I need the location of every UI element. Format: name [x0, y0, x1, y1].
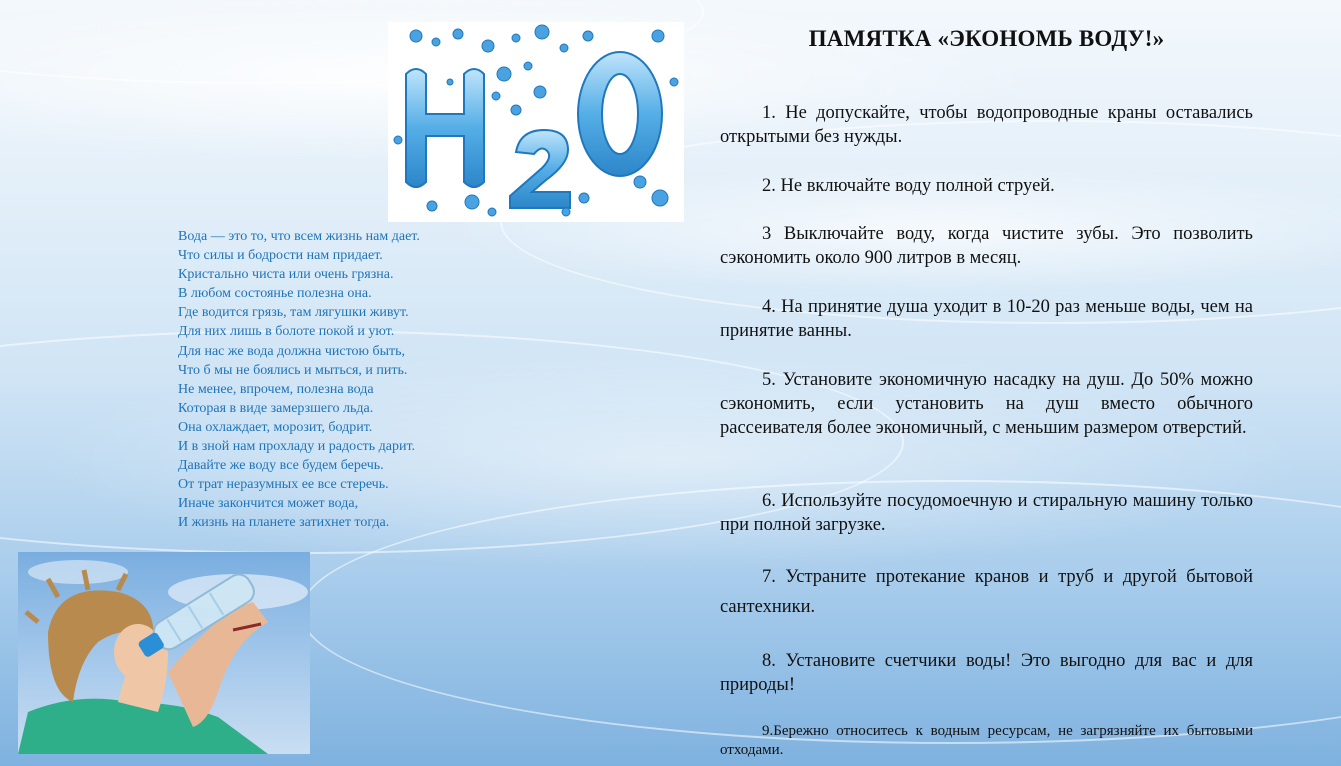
poem-line: Вода — это то, что всем жизнь нам дает.	[178, 229, 420, 244]
poem-line: Что б мы не боялись и мыться, и пить.	[178, 362, 408, 378]
tip-item: 6. Используйте посудомоечную и стиральную машину только при полной загрузке.	[720, 491, 1253, 535]
boy-drinking-water-photo-icon	[18, 552, 310, 754]
poem-line: Она охлаждает, морозит, бодрит.	[178, 419, 373, 435]
poem-line: И в зной нам прохладу и радость дарит.	[178, 439, 416, 455]
poem-line: Давайте же воду все будем беречь.	[178, 458, 384, 474]
poem-line: Что силы и бодрости нам придает.	[178, 248, 383, 264]
tip-item: 9.Бережно относитесь к водным ресурсам, не загрязняйте их бытовыми отходами.	[720, 723, 1253, 758]
poem-line: Для них лишь в болоте покой и уют.	[178, 324, 395, 340]
poem-line: И жизнь на планете затихнет тогда.	[178, 515, 390, 531]
poem-line: Иначе закончится может вода,	[178, 496, 359, 512]
poem-line: От трат неразумных ее все стеречь.	[178, 477, 389, 493]
tip-item: 5. Установите экономичную насадку на душ. До 50% можно сэкономить, если установить на душ вместо обычного рассеивателя более экономичный, с меньшим размером отверстий.	[720, 370, 1253, 438]
tip-item: 4. На принятие душа уходит в 10-20 раз меньше воды, чем на принятие ванны.	[720, 297, 1253, 341]
tip-item: 7. Устраните протекание кранов и труб и другой бытовой сантехники.	[720, 567, 1253, 617]
poem-line: Не менее, впрочем, полезна вода	[178, 381, 374, 397]
water-h2o-logo-icon	[388, 22, 684, 222]
boy-drinking-photo	[18, 552, 310, 754]
tip-item: 8. Установите счетчики воды! Это выгодно для вас и для природы!	[720, 651, 1253, 695]
h2o-logo-image	[388, 22, 684, 222]
poem-line: Кристально чиста или очень грязна.	[178, 267, 394, 283]
tip-item: 1. Не допускайте, чтобы водопроводные краны оставались открытыми без нужды.	[720, 103, 1253, 147]
poem-line: В любом состоянье полезна она.	[178, 286, 372, 302]
poem	[178, 227, 498, 533]
poem-line: Для нас же вода должна чистою быть,	[178, 343, 406, 359]
poem-line: Где водится грязь, там лягушки живут.	[178, 305, 409, 321]
tip-item: 2. Не включайте воду полной струей.	[762, 176, 1055, 196]
page-title: ПАМЯТКА «ЭКОНОМЬ ВОДУ!»	[808, 26, 1165, 51]
poem-line: Которая в виде замерзшего льда.	[178, 400, 374, 416]
tip-item: 3 Выключайте воду, когда чистите зубы. Это позволить сэкономить около 900 литров в месяц.	[720, 224, 1253, 268]
